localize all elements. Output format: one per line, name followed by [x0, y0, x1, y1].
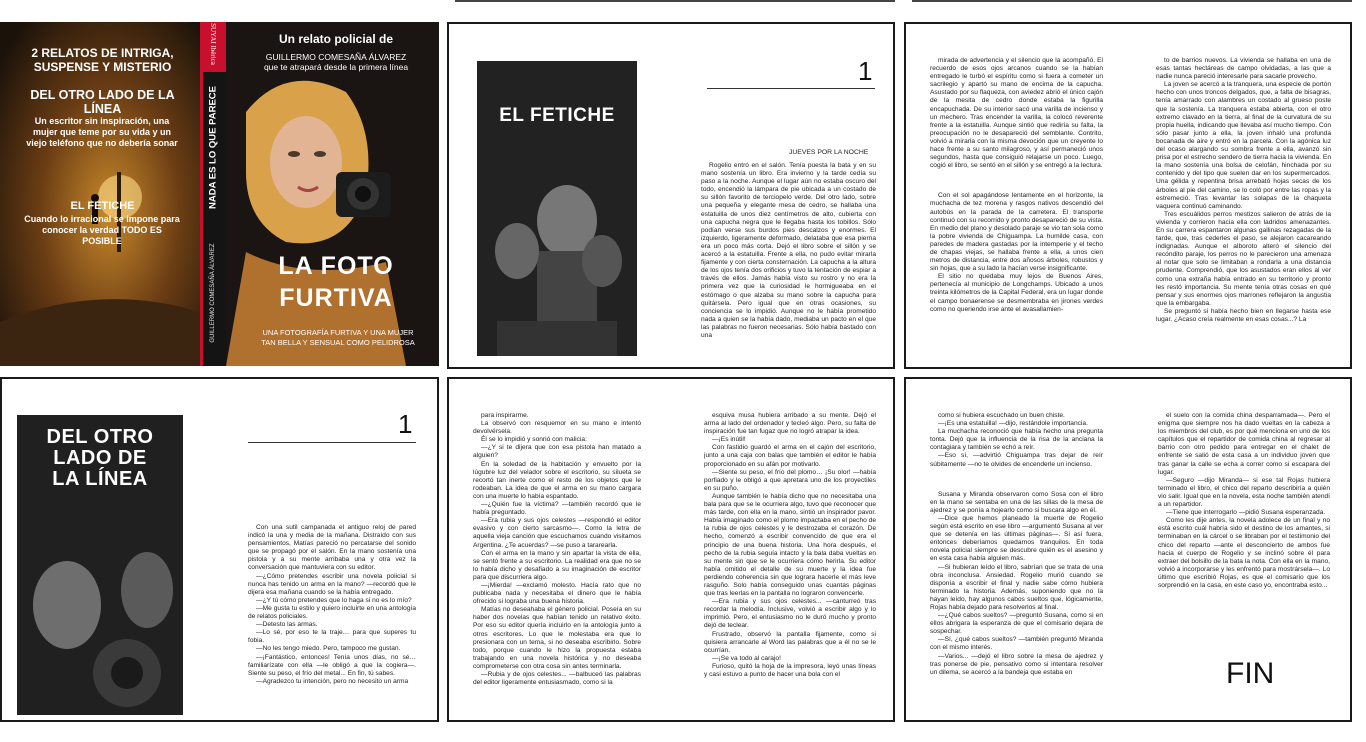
paragraph: Con una sutil campanada el antiguo reloj de pared indicó la una y media de la mañana. Distraído con sus pensamientos, Matías pareció no percatarse del sonido que se propagó por el salón. En la mano sostenía una pistola y a su mente arribaba una y otra vez la conversación que mantuviera con su editor. — [248, 524, 416, 572]
fetiche-subheading: JUEVES POR LA NOCHE — [789, 149, 869, 156]
paragraph: Rogelio entró en el salón. Tenía puesta la bata y en su mano sostenía un libro. Era invierno y la tarde cedía su paso a la noche. Aunque el lugar aún no estaba oscuro del todo, encendió la lámpara de pie ubicada a un costado de su sillón favorito de terciopelo verde. Del otro lado, sobre una pequeña y elegante mesa de cedro, se hallaba una estatuilla de unos diez centímetros de alto, cubierta con una capucha negra que le llegaba hasta los tobillos. Sólo podían verse sus burdos pies descalzos y enormes. El izquierdo, ligeramente deformado, delataba que esa pierna era un poco más corta. Dejó el libro sobre el sillón y se acercó a la estatuilla. Frente a ella, no pudo evitar mirarla fijamente y con cierta consternación. La capucha a la altura de los ojos tenía dos orificios y tuvo la tentación de espiar a través de ellos. Jamás había visto su rostro y no era la primera vez que la curiosidad le hormigueaba en el estómago o que alzaba su mano sobre la capucha para quitársela. Pero igual que en otras ocasiones, su conciencia se lo impidió. Aunque no le había prometido nada a quien se la había dado, mediaba un pacto en el que las palabras no fueron necesarias. Sólo había bastado con una — [701, 162, 876, 339]
paragraph: Él se lo impidió y sonrió con malicia: — [481, 436, 587, 444]
cover-story1-desc: Un escritor sin inspiración, una mujer que teme por su vida y un viejo teléfono que no debería sonar — [26, 116, 178, 148]
paragraph: —Varios... —dejó el libro sobre la mesa de ajedrez y tras ponerse de pie, pensativo como si intentara resolver un dilema, se acercó a la bandeja que estaba en — [930, 652, 1103, 676]
paragraph: —Seguro —dijo Miranda— si ese tal Rojas hubiera terminado el libro, el chico del reparto describiría a quién vio salir. Igual que en la novela, esta noche también atendí a un repartidor. — [1158, 476, 1330, 509]
paragraph: —Detesto las armas. — [256, 621, 318, 629]
spine-author: GUILLERMO COMESAÑA ÁLVAREZ — [210, 243, 216, 343]
paragraph: —Tiene que interrogarlo —pidió Susana esperanzada. — [1166, 509, 1326, 517]
front-top-line: Un relato policial de — [278, 32, 394, 46]
paragraph: —Rubia y de ojos celestes... —balbuceó las palabras del editor ligeramente entusiasmado, como si la — [473, 671, 641, 687]
paragraph: En la soledad de la habitación y envuelto por la lúgubre luz del velador sobre el escritorio, su silueta se recortó tan inerte como el resto de los objetos que le rodeaban. La idea de que el arma en su mano cargara con una muerte lo había espantado. — [473, 460, 641, 500]
paragraph: La joven se acercó a la tranquera, una especie de portón hecho con unos troncos delgados, que, a falta de bisagras, tenía amarrado con alambres un costado al grueso poste que la sostenía. La tranquera estaba abierta, con el otro extremo clavado en la tierra, al final de la curvatura de su propia huella, indicando que llevaba así mucho tiempo. Con sólo pasar junto a ella, la joven inhaló una profunda bocanada de aire y entró en la parcela. Con la agónica luz del ocaso alargando su sombra frente a ella, avanzó sin prisa por el estrecho sendero de tierra hacia la vivienda. En la mano sostenía una bolsa de celofán, hinchada por su contenido y del tipo que suelen dar en los supermercados. Una gélida y repentina brisa arrebató hojas secas de los árboles al pie del camino, se lo coló por entre las ropas y la estremeció. Tras levantar las solapas de la chaqueta vaquera continuó caminando. — [1156, 81, 1331, 210]
spine-publisher: SUYAI Ibérica — [209, 23, 217, 65]
paragraph: —Siente su peso, el frío del plomo… ¡Su olor! —había porfiado y le obligó a que apretara uno de los proyectiles en su puño. — [704, 468, 876, 492]
paragraph: Tres escuálidos perros mestizos salieron de atrás de la vivienda y corrieron hacia ella con ladridos amenazantes. En su carrera espantaron algunas gallinas rezagadas de la tarde, que, tras cederles el paso, se alejaron cacareando indignadas. Aunque el alboroto alteró el silencio del recóndito paraje, los perros no le parecieron una amenaza al notar que solo se limitaban a rondarla a una distancia prudente. Comprendió, que los asustados eran ellos al ver como una extraña había entrado en su territorio y pronto les restó importancia. Su mente tenía otras cosas en qué pensar y sus enormes ojos marrones reflejaron la angustia que la embargaba. — [1156, 210, 1331, 307]
book-spine — [200, 22, 226, 366]
front-title-1: LA FOTO — [278, 252, 394, 280]
paragraph: —Dice que hemos planeado la muerte de Rogelio según está escrito en ese libro —argumentó Susana al ver que se detenía en las últimas páginas—. Si así fuera, entonces deberíamos quedarnos tranquilos. En toda novela policial siempre se descubre quién es el asesino y en esta casa había alguien más. — [930, 514, 1103, 563]
linea-text-column-a — [248, 524, 416, 716]
page-fetiche-text — [904, 22, 1352, 369]
linea-image-title: DEL OTRO LADO DE LA LÍNEA — [46, 426, 154, 490]
fetiche-text-column-b — [930, 57, 1103, 361]
paragraph: —¿Quién fue la víctima? —también recordó que le había preguntado. — [473, 501, 641, 517]
paragraph: Como les dije antes, la novela adolece de un final y no está escrito cuál habría sido el destino de los amantes, si terminaban en la cárcel o se libraban por el testimonio del chico del reparto —ante el desconcierto de ambos fue hacia el cuerpo de Rogelio y se inclinó sobre él para extraer del bolsillo de la bata la nota. Con ella en la mano, volvió a incorporarse y les enfrentó para mostrársela—. Lo último que escribió Rojas, es que el comisario que los sorprendió en la casa, en este caso yo, encontraba esto... — [1158, 517, 1330, 589]
paragraph: —Si hubieran leído el libro, sabrían que se trata de una obra inconclusa. Ansiedad. Rogelio murió cuando se disponía a escribir el final y nadie sabe cómo hubiera terminado la historia. Además, suponiendo que no la hayan leído, hay algunos cabos sueltos que, lógicamente, Rojas había dejado para resolverlos al final. — [930, 563, 1103, 611]
linea-text-column-c — [704, 412, 876, 714]
paragraph: esquiva musa hubiera arribado a su mente. Dejó el arma al lado del ordenador y tecleó algo. Pero, su falta de inspiración fue tan fugaz que no logró atrapar la idea. — [704, 412, 876, 436]
front-tagline: que te atrapará desde la primera línea — [263, 62, 409, 72]
paragraph: —¿Qué cabos sueltos? —preguntó Susana, como si en ellos abrigara la esperanza de que el comisario dejara de sospechar. — [930, 612, 1103, 636]
cover-story1-title: DEL OTRO LADO DE LA LÍNEA — [30, 88, 175, 116]
paragraph: Susana y Miranda observaron como Sosa con el libro en la mano se sentaba en una de las sillas de la mesa de ajedrez y se ponía a hojearlo como si buscara algo en él. — [930, 490, 1103, 514]
paragraph: —¿Cómo pretendes escribir una novela policial si nunca has tenido un arma en la mano? —recordó que le dijera esa mañana cuando se la había entregado. — [248, 572, 416, 596]
paragraph: —Eso sí, —advirtió Chiguampa tras dejar de reír súbitamente —no te olvides de encenderle un incienso. — [930, 452, 1103, 468]
page-linea-chapter-1 — [0, 377, 439, 722]
paragraph: —¿Y tú cómo pretendes que lo haga si no es lo mío? — [256, 596, 412, 604]
paragraph: —¡Se va todo al carajo! — [712, 654, 781, 662]
cover-front-art — [226, 22, 439, 366]
paragraph: Se preguntó si había hecho bien en llegarse hasta ese lugar. ¿Acaso creía realmente en esas cosas...? La — [1156, 307, 1331, 323]
paragraph: Furioso, quitó la hoja de la impresora, leyó unas líneas y casi estuvo a punto de hacer una bola con el — [704, 662, 876, 678]
paragraph: —¡Es una estatuilla! —dijo, restándole importancia. — [938, 420, 1088, 428]
linea-chapter-rule — [248, 442, 416, 443]
paragraph: —Lo sé, por eso te la traje… para que superes tu fobia. — [248, 629, 416, 645]
paragraph: —Agradezco tu intención, pero no necesito un arma — [256, 677, 409, 685]
cover-story2-desc: Cuando lo irracional se impone para conocer la verdad TODO ES POSIBLE — [24, 214, 180, 246]
fetiche-chapter-rule — [707, 88, 875, 89]
paragraph: para inspirarme. — [481, 412, 529, 419]
fetiche-text-column-c — [1156, 57, 1331, 361]
paragraph: to de barrios nuevos. La vivienda se hallaba en una de esas tantas hectáreas de campo olvidadas, a las que a nadie nunca pareció interesarle para sacarle provecho. — [1156, 57, 1331, 81]
fetiche-text-column-a — [701, 162, 876, 362]
paragraph: —¡Es inútil! — [712, 436, 746, 444]
spine-title: NADA ES LO QUE PARECE — [207, 86, 219, 209]
paragraph: Matías no deseahaba el género policial. Poseía en su haber dos novelas que habían tenido un relativo éxito. Por eso su editor quería incluirlo en la antología junto a otros escritores. Lo que le molestaba era que lo presionara con un tema, si no deseaba escribirlo. Sobre todo, porque cuando le hizo la propuesta estaba trabajando en una novela histórica y no deseaba comprometerse con otra cosa sin antes terminarla. — [473, 606, 641, 670]
front-author: GUILLERMO COMESAÑA ÁLVAREZ — [265, 52, 407, 62]
page-linea-final — [904, 377, 1352, 722]
paragraph: —No les tengo miedo. Pero, tampoco me gustan. — [256, 645, 401, 653]
paragraph: Aunque también le había dicho que no necesitaba una bala para que se le ocurriera algo, tuvo que reconocer que más tarde, con ella en la mano, sintió un inspirador pavor. Había imaginado como el plomo impactaba en el pecho de la rubia de ojos celestes y le destrozaba el corazón. De hecho, comenzó a escribir convencido de que era el principio de una buena historia. Una hora después, el pecho de la rubia seguía intacto y la bala daba vueltas en su mente sin que se le ocurriera cómo herirla. Su editor había omitido el detalle de su muerte y la idea fue perdiendo coherencia sin que lograra hacerle el más leve rasguño. Solo había conseguido unas cuantas páginas que tras leerlas en la pantalla no lograron convencerle. — [704, 492, 876, 598]
paragraph: mirada de advertencia y el silencio que la acompañó. El recuerdo de esos ojos arcanos cuando se la habían entregado le turbó el espíritu como si fuera a cometer un sacrilegio y apartó su mano de encima de la capucha. Asustado por su flaqueza, con aviedez abrió el único cajón de la mesita de cedro donde estaba la figurilla encapuchada. De su interior sacó una varilla de incienso y un mechero. Tras encender la varilla, la colocó reverente frente a la estatuilla. Aunque sintió que rediría su falta, la preocupación no le desapareció del semblante. Contrito, volvió a mirarla con la misma devoción que un creyente lo hace frente a su santo milagroso, y así permaneció unos segundos, hasta que consiguió relajarse un poco. Luego, cogió el libro, se sentó en el sillón y se entregó a la lectura. — [930, 57, 1103, 170]
fetiche-illustration — [477, 61, 637, 356]
linea-text-column-e — [1158, 412, 1330, 622]
linea-text-column-b — [473, 412, 641, 714]
paragraph: Frustrado, observó la pantalla fijamente, como si quisiera arrancarle al Word las palabras que a él no se le ocurrían. — [704, 630, 876, 654]
paragraph: —Era rubia y sus ojos celestes... —canturreó tras recordar la melodía. Inclusive, volvió a escribir algo y lo imprimió. Pero, el entusiasmo no le duró mucho y pronto dejó de teclear. — [704, 598, 876, 630]
paragraph: Con fastidio guardó el arma en el cajón del escritorio, junto a una caja con balas que también el editor le había proporcionado en su afán por motivarlo. — [704, 444, 876, 468]
front-title-2: FURTIVA — [279, 284, 393, 312]
paragraph: como si hubiera escuchado un buen chiste. — [938, 412, 1065, 419]
spine-red-strip — [200, 72, 203, 366]
paragraph: Con el arma en la mano y sin apartar la vista de ella, se sentó frente a su escritorio. La realidad era que no se lo había dicho y desafiado a su imaginación de escritor para que discurriera algo. — [473, 549, 641, 581]
linea-text-column-d — [930, 412, 1103, 714]
fetiche-image-title: EL FETICHE — [499, 105, 615, 126]
paragraph: —¡Mierda! —exclamó molesto. Hacía rato que no publicaba nada y necesitaba el dinero que le había ofrecido si lograba una buena historia. — [473, 581, 641, 606]
paragraph: el suelo con la comida china desparramada—. Pero el enigma que siempre nos ha dado vueltas en la cabeza a los miembros del club, es por qué menciona en uno de los capítulos que el repartidor de comida china al regresar al barrio con otro pedido para entregar en el chalet de enfrente se salió de esta casa a un individuo joven que tras ganar la calle se echa a correr como si escapara del lugar. — [1158, 412, 1330, 476]
paragraph: —¡Fantástico, entonces! Tenía unos días, no sé… familiarízate con ella —le obligó a que la cogiera—. Siente su peso, el frío del metal... En fin, tú sabes. — [248, 653, 416, 677]
page-fetiche-chapter-1 — [447, 22, 895, 369]
fetiche-chapter-number: 1 — [858, 56, 873, 86]
front-bottom-text: UNA FOTOGRAFÍA FURTIVA Y UNA MUJER TAN BELLA Y SENSUAL COMO PELIDROSA — [261, 328, 415, 347]
linea-illustration — [17, 415, 183, 715]
paragraph: La muchacha reconoció que había hecho una pregunta tonta. Dejó que la influencia de la risa de la anciana la contagiara y también se echó a reír. — [930, 428, 1103, 452]
top-edge-line — [912, 0, 1352, 2]
paragraph: Con el sol apagándose lentamente en el horizonte, la muchacha de tez morena y rasgos nativos descendió del autobús en la parada de la carretera. El transporte continuó con su recorrido y pronto desapareció de su vista. En medio del plano y desolado paraje se vio tan sola como la pobre vivienda de Chiguampa. La humilde casa, con paredes de madera gastadas por la intemperie y el techo de chapas viejas, se hallaba frente a ella, a unos cien metros de distancia, entre dos añosos árboles, robustos y sin hojas, que a su lado la hacían verse insignificante. — [930, 192, 1103, 273]
book-cover — [0, 22, 439, 366]
paragraph: —Me gusta tu estilo y quiero incluirte en una antología de relatos policiales. — [248, 604, 416, 621]
fin-label: FIN — [1226, 657, 1275, 690]
paragraph: —¿Y si te dijera que con esa pistola han matado a alguien? — [473, 444, 641, 460]
paragraph: —Sí, ¿qué cabos sueltos? —también preguntó Miranda con el mismo interés. — [930, 636, 1103, 652]
cover-story2-title: EL FETICHE — [70, 200, 135, 212]
page-linea-text — [447, 377, 895, 722]
linea-chapter-number: 1 — [398, 409, 413, 439]
top-edge-line — [455, 0, 895, 2]
cover-intro: 2 RELATOS DE INTRIGA, SUSPENSE Y MISTERIO — [31, 46, 174, 74]
paragraph: El sitio no quedaba muy lejos de Buenos Aires, pertenecía al municipio de Longchamps. Ubicado a unos treinta kilómetros de la Capital Federal, era un lugar donde el campo bonaerense se desmembraba en jirones verdes como no queriendo irse ante el avasallamien- — [930, 273, 1103, 313]
paragraph: La observó con resquemor en su mano e intentó devolvérsela. — [473, 420, 641, 436]
paragraph: —Era rubia y sus ojos celestes —respondió el editor evasivo y con cierto sarcasmo—. Como la letra de aquella vieja canción que escuchamos cuando visitamos Argentina. ¿Te acuerdas? —se puso a tararearla. — [473, 517, 641, 549]
